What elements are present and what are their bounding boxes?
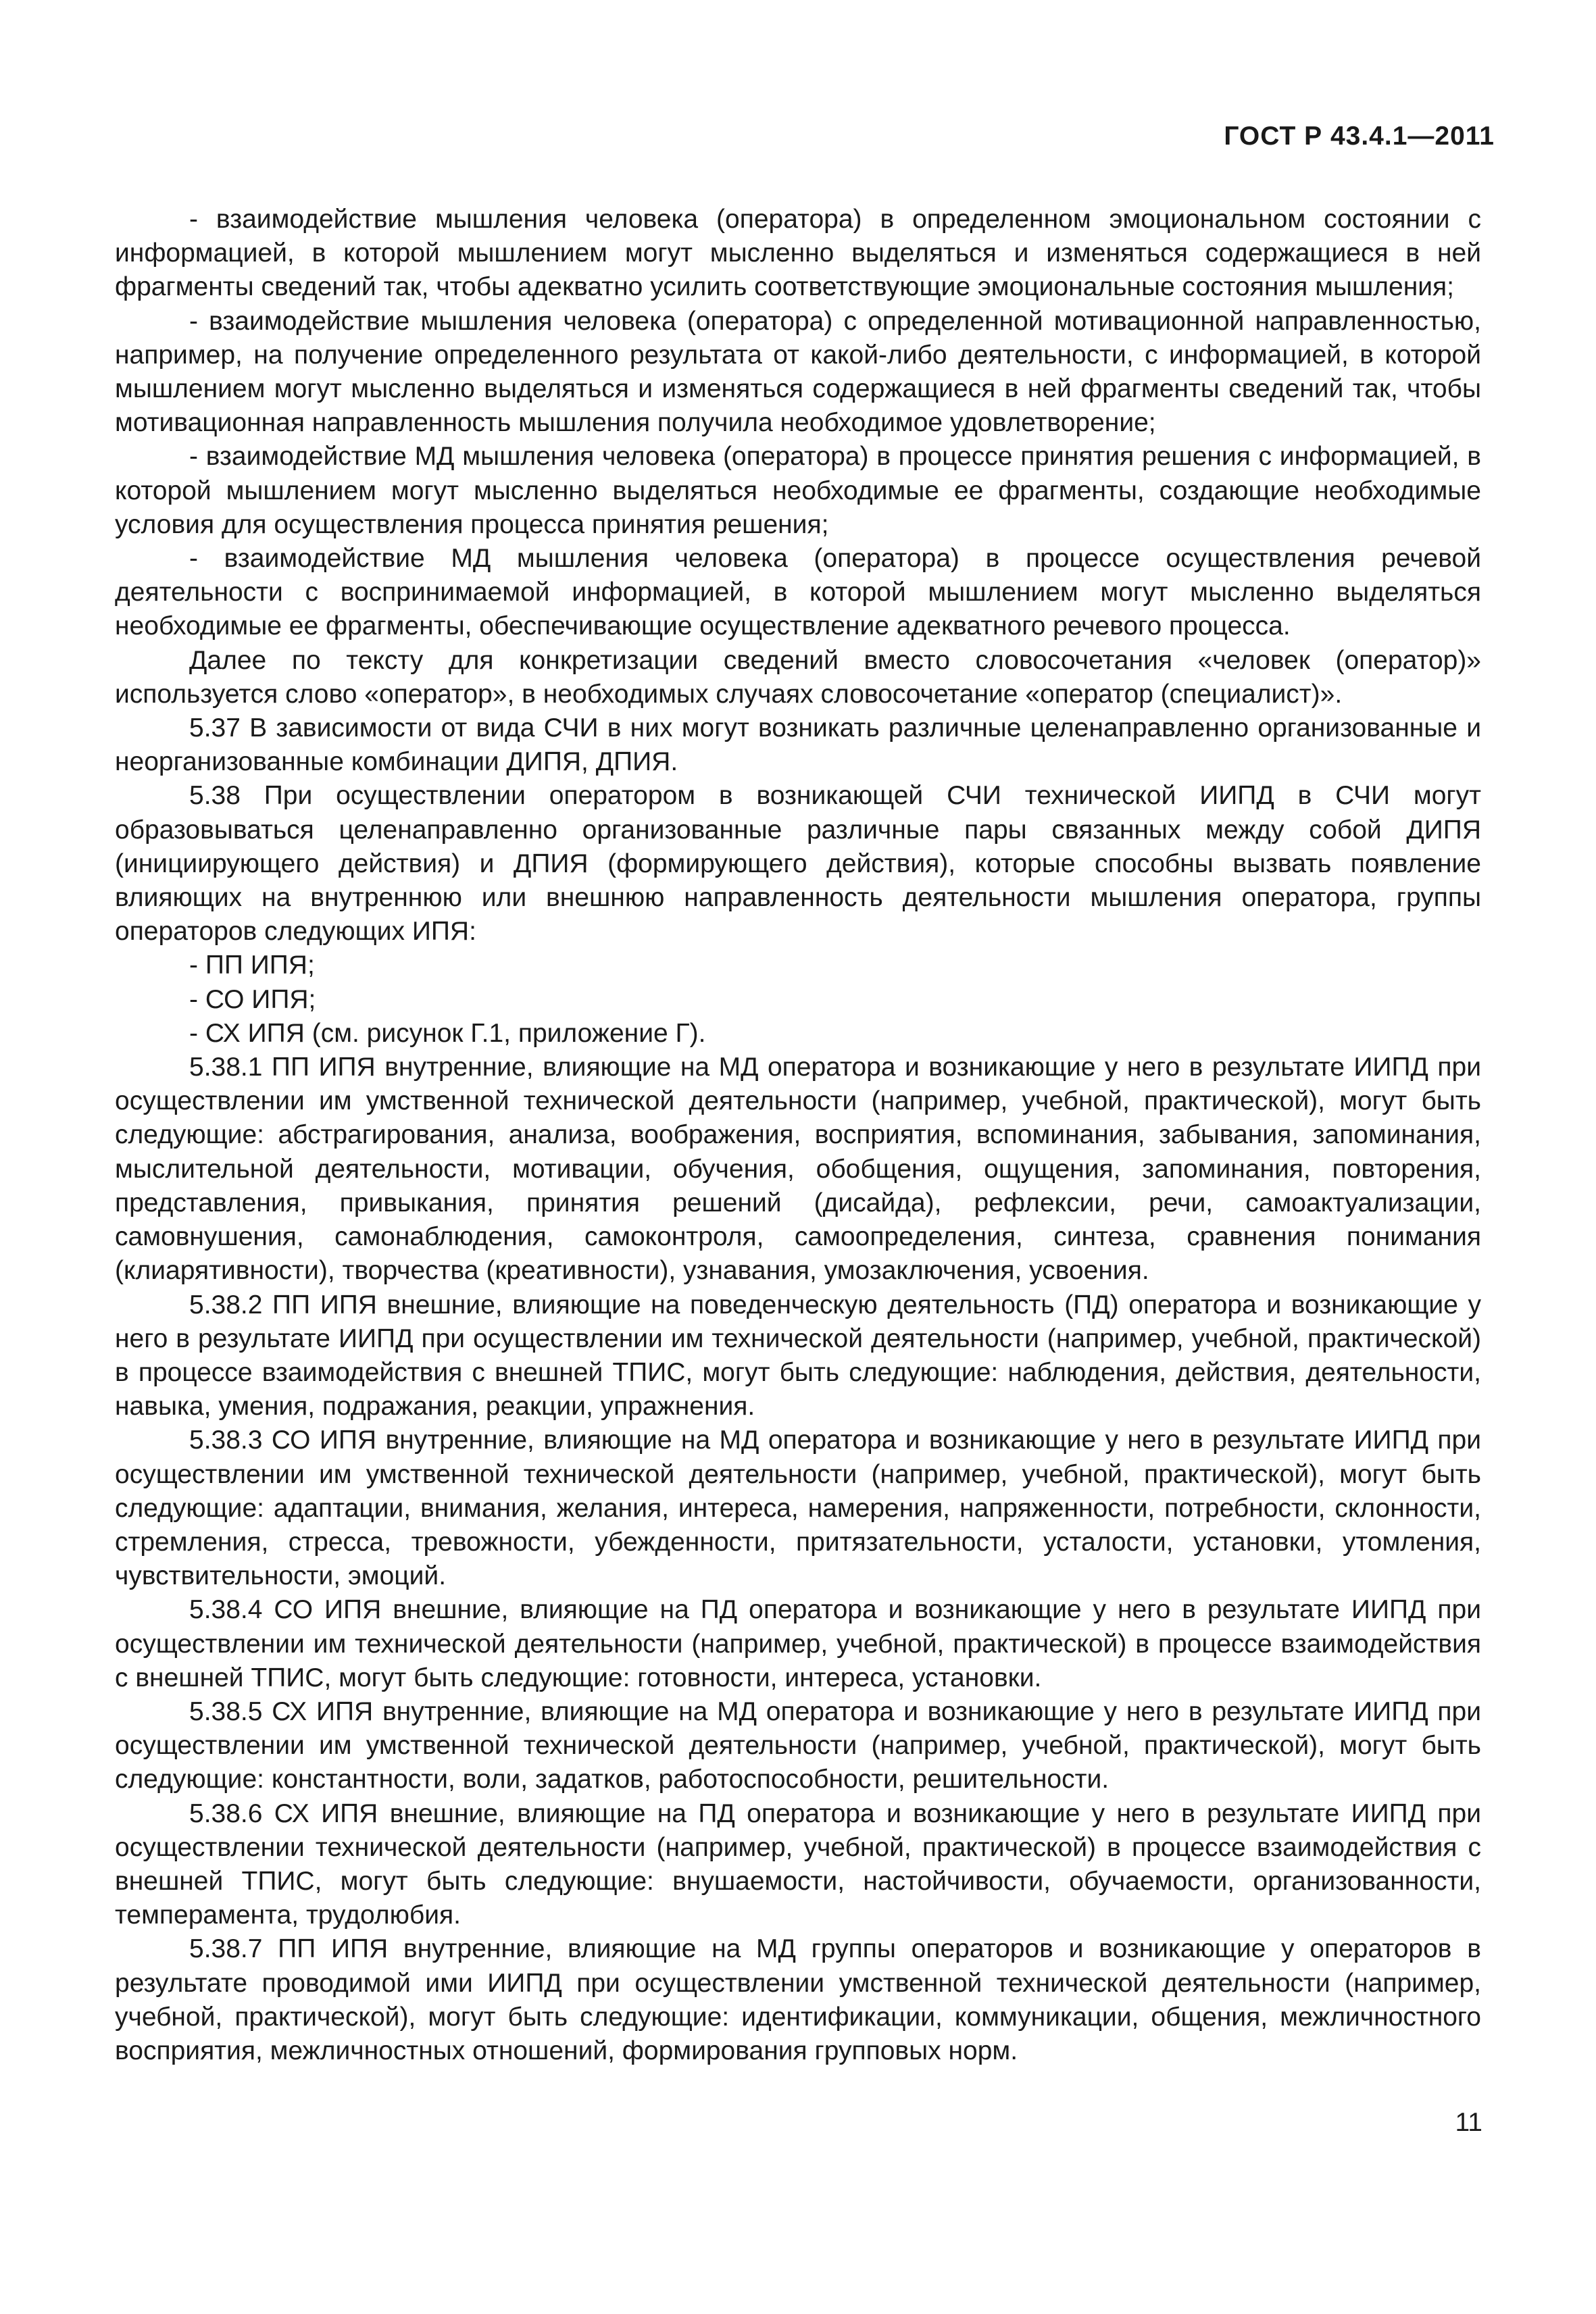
document-body	[115, 203, 1481, 2068]
list-item-decision: - взаимодействие МД мышления человека (оператора) в процессе принятия решения с информацией, в которой мышлением могут мысленно выделяться необходимые ее фрагменты, создающие необходимые условия для осуществления процесса принятия решения;	[115, 442, 1481, 539]
clause-5-38-6: 5.38.6 СХ ИПЯ внешние, влияющие на ПД оператора и возникающие у него в результате ИИПД при осуществлении технической деятельности (например, учебной, практической) в процессе взаимодействия с внешней ТПИС, могут быть следующие: внушаемости, настойчивости, обучаемости, организованности, темперамента, трудолюбия.	[115, 1799, 1481, 1930]
list-item-sx: - СХ ИПЯ (см. рисунок Г.1, приложение Г).	[189, 1018, 706, 1048]
page-number: 11	[1455, 2108, 1482, 2137]
clause-5-38-7: 5.38.7 ПП ИПЯ внутренние, влияющие на МД группы операторов и возникающие у операторов в результате проводимой ими ИИПД при осуществлении умственной технической деятельности (например, учебной, практической), могут быть следующие: идентификации, коммуникации, общения, межличностного восприятия, межличностных отношений, формирования групповых норм.	[115, 1934, 1481, 2065]
list-item-pp: - ПП ИПЯ;	[189, 951, 315, 980]
clause-5-38-2: 5.38.2 ПП ИПЯ внешние, влияющие на поведенческую деятельность (ПД) оператора и возникающие у него в результате ИИПД при осуществлении им технической деятельности (например, учебной, практической) в процессе взаимодействия с внешней ТПИС, могут быть следующие: наблюдения, действия, деятельности, навыка, умения, подражания, реакции, упражнения.	[115, 1290, 1481, 1422]
clause-5-38-5: 5.38.5 СХ ИПЯ внутренние, влияющие на МД оператора и возникающие у него в результате ИИПД при осуществлении им умственной технической деятельности (например, учебной, практической), могут быть следующие: константности, воли, задатков, работоспособности, решительности.	[115, 1696, 1481, 1794]
clause-5-38-3: 5.38.3 СО ИПЯ внутренние, влияющие на МД оператора и возникающие у него в результате ИИПД при осуществлении им умственной технической деятельности (например, учебной, практической), могут быть следующие: адаптации, внимания, желания, интереса, намерения, напряженности, потребности, склонности, стремления, стресса, тревожности, убежденности, притязательности, усталости, установки, утомления, чувствительности, эмоций.	[115, 1426, 1481, 1591]
clause-5-38-1: 5.38.1 ПП ИПЯ внутренние, влияющие на МД оператора и возникающие у него в результате ИИПД при осуществлении им умственной технической деятельности (например, учебной, практической), могут быть следующие: абстрагирования, анализа, воображения, восприятия, вспоминания, забывания, запоминания, мыслительной деятельности, мотивации, обучения, обобщения, ощущения, запоминания, повторения, представления, привыкания, принятия решений (дисайда), рефлексии, речи, самоактуализации, самовнушения, самонаблюдения, самоконтроля, самоопределения, синтеза, сравнения понимания (клиарятивности), творчества (креативности), узнавания, умозаключения, усвоения.	[115, 1053, 1481, 1286]
list-item-so: - СО ИПЯ;	[189, 984, 316, 1014]
clause-5-37: 5.37 В зависимости от вида СЧИ в них могут возникать различные целенаправленно организованные и неорганизованные комбинации ДИПЯ, ДПИЯ.	[115, 713, 1481, 777]
list-item-motivational: - взаимодействие мышления человека (оператора) с определенной мотивационной направленностью, например, на получение определенного результата от какой-либо деятельности, с информацией, в которой мышлением могут мысленно выделяться и изменяться содержащиеся в ней фрагменты сведений так, чтобы мотивационная направленность мышления получила необходимое удовлетворение;	[115, 306, 1481, 438]
clause-5-38-4: 5.38.4 СО ИПЯ внешние, влияющие на ПД оператора и возникающие у него в результате ИИПД при осуществлении им технической деятельности (например, учебной, практической) в процессе взаимодействия с внешней ТПИС, могут быть следующие: готовности, интереса, установки.	[115, 1595, 1481, 1692]
clause-5-38: 5.38 При осуществлении оператором в возникающей СЧИ технической ИИПД в СЧИ могут образовываться целенаправленно организованные различные пары связанных между собой ДИПЯ (инициирующего действия) и ДПИЯ (формирующего действия), которые способны вызвать появление влияющих на внутреннюю или внешнюю направленность деятельности мышления оператора, группы операторов следующих ИПЯ:	[115, 781, 1481, 947]
document-header: ГОСТ Р 43.4.1—2011	[1224, 122, 1495, 151]
list-item-emotional: - взаимодействие мышления человека (оператора) в определенном эмоциональном состоянии с информацией, в которой мышлением могут мысленно выделяться и изменяться содержащиеся в ней фрагменты сведений так, чтобы адекватно усилить соответствующие эмоциональные состояния мышления;	[115, 205, 1481, 302]
list-item-speech: - взаимодействие МД мышления человека (оператора) в процессе осуществления речевой деятельности с воспринимаемой информацией, в которой мышлением могут мысленно выделяться необходимые ее фрагменты, обеспечивающие осуществление адекватного речевого процесса.	[115, 544, 1481, 641]
paragraph-terminology-note: Далее по тексту для конкретизации сведений вместо словосочетания «человек (оператор)» используется слово «оператор», в необходимых случаях словосочетание «оператор (специалист)».	[115, 645, 1481, 709]
